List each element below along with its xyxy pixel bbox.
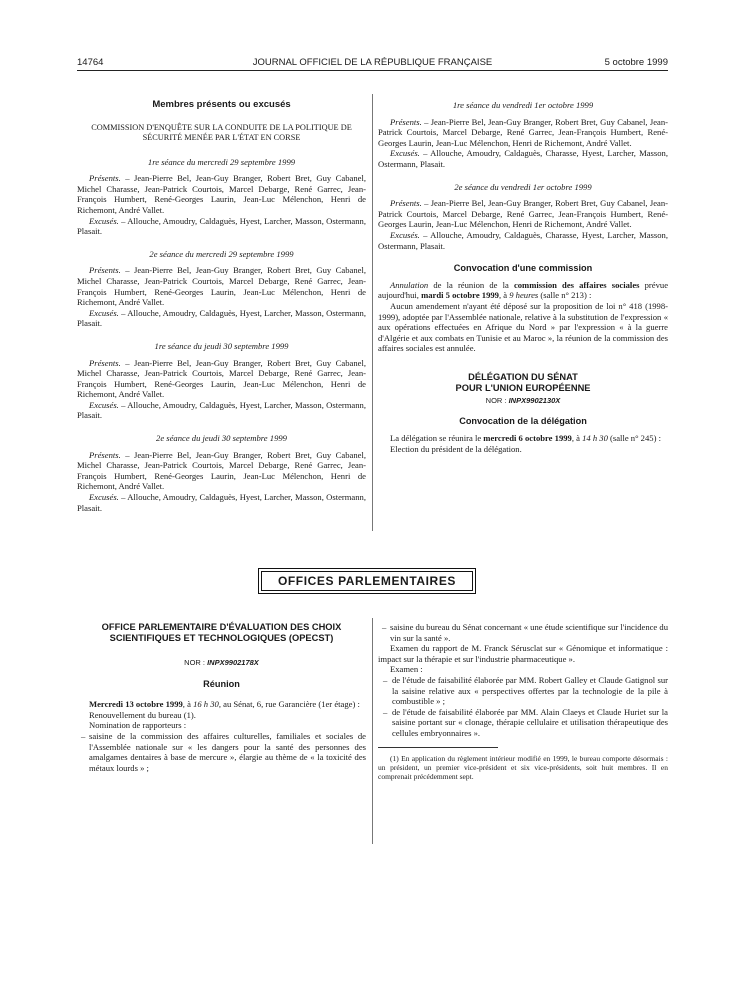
- excuses-label: Excusés.: [390, 229, 420, 240]
- seance-block: [77, 157, 366, 237]
- excuses-paragraph: [378, 148, 668, 169]
- excuses-paragraph: [77, 492, 366, 513]
- delegation-nor: [378, 396, 668, 407]
- delegation-title: [378, 372, 668, 394]
- nor-label: NOR :: [485, 395, 509, 405]
- meeting-time: 16 h 30: [193, 699, 219, 710]
- convocation-delegation-heading: Convocation de la délégation: [459, 416, 587, 427]
- nor-label: NOR :: [184, 658, 208, 667]
- excuses-label: Excusés.: [390, 148, 420, 159]
- delegation-title-line: POUR L'UNION EUROPÉENNE: [455, 382, 591, 393]
- excuses-list: – Allouche, Amoudry, Caldaguès, Charasse, Hyest, Larcher, Masson, Ostermann, Plasait.: [378, 148, 668, 169]
- presents-list: – Jean-Pierre Bel, Jean-Guy Branger, Robert Bret, Guy Cabanel, Jean-Patrick Courtois, Marcel Debarge, René Garrec, Jean-François Humbert, René-Georges Laurin, Jean-Luc Mélenchon, Henri de Richemont, André Vallet.: [378, 116, 668, 148]
- presents-label: Présents.: [89, 357, 121, 368]
- text-run: prévue aujourd'hui,: [378, 279, 669, 301]
- examen-paragraph: Examen :: [390, 664, 423, 675]
- election-paragraph: Election du président de la délégation.: [390, 443, 522, 454]
- presents-list: – Jean-Pierre Bel, Jean-Guy Branger, Robert Bret, Guy Cabanel, Jean-Patrick Courtois, Marcel Debarge, René Garrec, Jean-François Humbert, René-Georges Laurin, Jean-Luc Mélenchon, Henri de Richemont, André Vallet.: [378, 198, 668, 230]
- list-item: – de l'étude de faisabilité élaborée par MM. Alain Claeys et Claude Huriet sur la saisine portant sur « clonage, thérapie cellulaire et utilisation thérapeutique des cellules embryonnaires ».: [378, 707, 668, 739]
- office-right-column: [378, 622, 668, 781]
- office-left-column: [77, 622, 366, 773]
- excuses-paragraph: [77, 216, 366, 237]
- text-run: , à: [182, 699, 194, 710]
- header-rule: [77, 70, 668, 71]
- seance-block: [378, 100, 668, 170]
- text-run: , au Sénat, 6, rue Garancière (1er étage) :: [218, 699, 360, 710]
- excuses-label: Excusés.: [89, 492, 119, 503]
- excuses-list: – Allouche, Amoudry, Caldaguès, Hyest, Larcher, Masson, Ostermann, Plasait.: [77, 215, 366, 237]
- excuses-list: – Allouche, Amoudry, Caldaguès, Charasse, Hyest, Larcher, Masson, Ostermann, Plasait.: [378, 229, 668, 251]
- annulation-word: Annulation: [390, 279, 429, 290]
- text-run: (salle n° 213) :: [538, 290, 592, 301]
- list-item: – de l'étude de faisabilité élaborée par MM. Robert Galley et Claude Gatignol sur la saisine relative aux « perspectives offertes par la technologie de la pile à combustible » ;: [378, 675, 668, 707]
- office-title-line: SCIENTIFIQUES ET TECHNOLOGIQUES (OPECST): [109, 633, 334, 643]
- right-column: [378, 100, 668, 454]
- delegation-title-line: DÉLÉGATION DU SÉNAT: [468, 371, 578, 382]
- seance-title: 1re séance du mercredi 29 septembre 1999: [147, 156, 296, 167]
- annulation-paragraph: [378, 280, 668, 301]
- presents-paragraph: [378, 198, 668, 230]
- commission-name: commission des affaires sociales: [513, 279, 640, 290]
- presents-label: Présents.: [89, 173, 121, 184]
- issue-date: 5 octobre 1999: [604, 57, 668, 68]
- presents-list: – Jean-Pierre Bel, Jean-Guy Branger, Robert Bret, Guy Cabanel, Michel Charasse, Jean-Patrick Courtois, Marcel Debarge, René Garrec, Jean-François Humbert, René-Georges Laurin, Jean-Luc Mélenchon, Henri de Richemont, André Vallet.: [77, 357, 366, 400]
- section-heading-members: Membres présents ou excusés: [152, 99, 291, 110]
- seance-block: [378, 182, 668, 252]
- meeting-date: mardi 5 octobre 1999: [421, 290, 499, 301]
- office-title-line: OFFICE PARLEMENTAIRE D'ÉVALUATION DES CHOIX: [101, 622, 342, 632]
- excuses-paragraph: [378, 230, 668, 251]
- commission-title: COMMISSION D'ENQUÊTE SUR LA CONDUITE DE LA POLITIQUE DE SÉCURITÉ MENÉE PAR L'ÉTAT EN CORSE: [91, 122, 352, 143]
- presents-list: – Jean-Pierre Bel, Jean-Guy Branger, Robert Bret, Guy Cabanel, Michel Charasse, Jean-Patrick Courtois, Marcel Debarge, René Garrec, Jean-François Humbert, René-Georges Laurin, Jean-Luc Mélenchon, Henri de Richemont, André Vallet.: [77, 173, 366, 215]
- excuses-paragraph: [77, 400, 366, 421]
- presents-paragraph: [77, 450, 366, 492]
- seance-title: 2e séance du vendredi 1er octobre 1999: [454, 181, 592, 192]
- footnote-rule: [378, 747, 498, 748]
- excuses-list: – Allouche, Amoudry, Caldaguès, Hyest, Larcher, Masson, Ostermann, Plasait.: [77, 399, 366, 421]
- excuses-list: – Allouche, Amoudry, Caldaguès, Hyest, Larcher, Masson, Ostermann, Plasait.: [77, 307, 366, 329]
- banner-label: OFFICES PARLEMENTAIRES: [261, 571, 473, 591]
- seance-block: [77, 341, 366, 421]
- bureau-paragraph: Renouvellement du bureau (1).: [89, 709, 196, 720]
- presents-paragraph: [378, 117, 668, 149]
- list-item: – saisine de la commission des affaires culturelles, familiales et sociales de l'Assemblée nationale sur « les dangers pour la santé des personnes des amalgames dentaires à base de mercure », élargie au thème de « la toxicité des métaux lourds » ;: [77, 731, 366, 773]
- reunion-date-paragraph: [77, 699, 366, 710]
- office-nor: [77, 658, 366, 669]
- journal-title: JOURNAL OFFICIEL DE LA RÉPUBLIQUE FRANÇAISE: [252, 57, 493, 68]
- rapport-paragraph: Examen du rapport de M. Franck Sérusclat sur « Génomique et informatique : impact sur la thérapie et sur l'industrie pharmaceutique ».: [378, 643, 668, 664]
- nor-code: INPX9902178X: [207, 658, 259, 667]
- page-number: 14764: [77, 57, 104, 68]
- presents-label: Présents.: [89, 449, 121, 460]
- seance-title: 2e séance du mercredi 29 septembre 1999: [149, 248, 294, 259]
- seance-title: 1re séance du jeudi 30 septembre 1999: [154, 340, 289, 351]
- presents-label: Présents.: [390, 198, 422, 209]
- meeting-time: 14 h 30: [582, 433, 608, 444]
- text-run: La délégation se réunira le: [390, 433, 484, 444]
- footnote: (1) En application du règlement intérieur modifié en 1999, le bureau comporte désormais : un président, un premier vice-président et six vice-présidents, soit huit membres. Il en comprenait précédemment sept.: [378, 753, 668, 781]
- meeting-time: 9 heures: [509, 290, 539, 301]
- excuses-label: Excusés.: [89, 215, 119, 226]
- excuses-label: Excusés.: [89, 307, 119, 318]
- reunion-heading: Réunion: [203, 678, 240, 689]
- list-item: – saisine du bureau du Sénat concernant « une étude scientifique sur l'incidence du vin sur la santé ».: [378, 622, 668, 643]
- left-column: [77, 100, 366, 525]
- presents-paragraph: [77, 173, 366, 215]
- excuses-list: – Allouche, Amoudry, Caldaguès, Hyest, Larcher, Masson, Ostermann, Plasait.: [77, 492, 366, 513]
- column-divider-bottom: [372, 618, 373, 844]
- text-run: , à: [498, 290, 510, 301]
- seance-title: 1re séance du vendredi 1er octobre 1999: [452, 100, 594, 110]
- excuses-label: Excusés.: [89, 399, 119, 410]
- nor-code: INPX9902130X: [508, 395, 561, 405]
- convocation-commission-heading: Convocation d'une commission: [453, 263, 593, 274]
- office-title: [77, 622, 366, 644]
- text-run: (salle n° 245) :: [607, 433, 661, 444]
- delegation-meeting-paragraph: [378, 433, 668, 444]
- presents-paragraph: [77, 265, 366, 307]
- presents-label: Présents.: [390, 116, 422, 127]
- presents-label: Présents.: [89, 265, 121, 276]
- text-run: de la réunion de la: [428, 279, 514, 290]
- seance-block: [77, 433, 366, 513]
- seance-block: [77, 249, 366, 329]
- text-run: , à: [571, 433, 583, 444]
- meeting-date: Mercredi 13 octobre 1999: [89, 699, 183, 710]
- rapporteurs-paragraph: Nomination de rapporteurs :: [89, 720, 187, 731]
- seance-title: 2e séance du jeudi 30 septembre 1999: [156, 433, 287, 444]
- presents-list: – Jean-Pierre Bel, Jean-Guy Branger, Robert Bret, Guy Cabanel, Michel Charasse, Jean-Patrick Courtois, Marcel Debarge, René Garrec, Jean-François Humbert, René-Georges Laurin, Jean-Luc Mélenchon, Henri de Richemont, André Vallet.: [77, 449, 366, 492]
- offices-banner: [258, 568, 476, 594]
- presents-list: – Jean-Pierre Bel, Jean-Guy Branger, Robert Bret, Guy Cabanel, Michel Charasse, Jean-Patrick Courtois, Marcel Debarge, René Garrec, Jean-François Humbert, René-Georges Laurin, Jean-Luc Mélenchon, Henri de Richemont, André Vallet.: [77, 265, 366, 308]
- amendment-paragraph: Aucun amendement n'ayant été déposé sur la proposition de loi n° 418 (1998-1999), adoptée par l'Assemblée nationale, relative à la substitution de l'expression « aux opérations effectuées en Afrique du Nord » par l'expression « à la guerre d'Algérie et aux combats en Tunisie et au Maroc », la réunion de la commission des affaires sociales est annulée.: [378, 300, 668, 354]
- column-divider-top: [372, 94, 373, 531]
- excuses-paragraph: [77, 308, 366, 329]
- meeting-date: mercredi 6 octobre 1999: [483, 433, 572, 444]
- presents-paragraph: [77, 358, 366, 400]
